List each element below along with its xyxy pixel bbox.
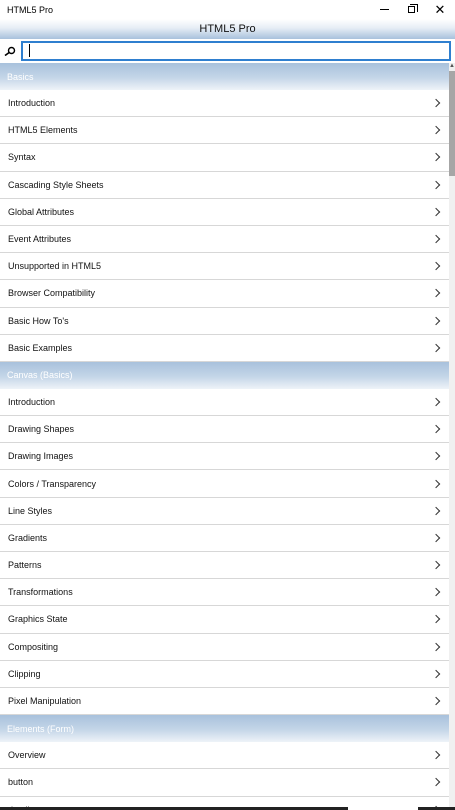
list-item[interactable] (0, 498, 449, 525)
list-item[interactable] (0, 443, 449, 470)
list-item-label: Introduction (8, 98, 56, 109)
chevron-right-icon (432, 425, 440, 433)
scroll-thumb[interactable] (449, 71, 455, 176)
restore-button[interactable] (398, 0, 425, 19)
scrollbar[interactable] (449, 63, 455, 810)
list-item[interactable] (0, 280, 449, 307)
list-item-label: Browser Compatibility (8, 288, 96, 299)
list-item-label: Clipping (8, 668, 41, 679)
chevron-right-icon (432, 506, 440, 514)
chevron-right-icon (432, 126, 440, 134)
list-item[interactable] (0, 117, 449, 144)
restore-icon (408, 6, 415, 13)
list-item-label: HTML5 Elements (8, 125, 78, 136)
chevron-right-icon (432, 751, 440, 759)
list-item-label: Event Attributes (8, 234, 72, 245)
list-item-label: Drawing Images (8, 451, 74, 462)
list-item-label: Syntax (8, 152, 36, 163)
list-item-label: Graphics State (8, 614, 68, 625)
list-item[interactable] (0, 389, 449, 416)
chevron-right-icon (432, 452, 440, 460)
chevron-right-icon (432, 697, 440, 705)
list-item-label: Cascading Style Sheets (8, 179, 104, 190)
list-item[interactable] (0, 144, 449, 171)
chevron-right-icon (432, 180, 440, 188)
minimize-icon (380, 9, 389, 10)
list-item-label: Introduction (8, 396, 56, 407)
list-item[interactable] (0, 470, 449, 497)
list-item-label: Compositing (8, 641, 59, 652)
list-item[interactable] (0, 253, 449, 280)
list-item[interactable] (0, 172, 449, 199)
list-item-label: Patterns (8, 560, 42, 571)
search-icon-glyph (4, 46, 16, 56)
chevron-right-icon (432, 235, 440, 243)
list-item-label: Colors / Transparency (8, 478, 97, 489)
list-item-label: Unsupported in HTML5 (8, 261, 102, 272)
close-icon: ✕ (434, 1, 446, 17)
chevron-right-icon (432, 561, 440, 569)
chevron-right-icon (432, 670, 440, 678)
text-caret (29, 44, 30, 57)
list-item[interactable] (0, 226, 449, 253)
list-item-label: Basic How To's (8, 315, 69, 326)
minimize-button[interactable] (371, 0, 398, 19)
list-item[interactable] (0, 90, 449, 117)
list-item[interactable] (0, 769, 449, 796)
list-item-label: Pixel Manipulation (8, 696, 82, 707)
list-item[interactable] (0, 606, 449, 633)
list-item-label: Transformations (8, 587, 73, 598)
list-item-label: Basic Examples (8, 342, 73, 353)
list-item-label: Drawing Shapes (8, 424, 75, 435)
app-header-title: HTML5 Pro (199, 23, 256, 35)
section-header: Canvas (Basics) (0, 362, 449, 389)
chevron-right-icon (432, 534, 440, 542)
list-item[interactable] (0, 525, 449, 552)
topic-list (0, 63, 449, 810)
list-item[interactable] (0, 308, 449, 335)
chevron-right-icon (432, 316, 440, 324)
list-item[interactable] (0, 199, 449, 226)
chevron-right-icon (432, 262, 440, 270)
list-item[interactable] (0, 634, 449, 661)
list-item[interactable] (0, 335, 449, 362)
list-item[interactable] (0, 688, 449, 715)
chevron-right-icon (432, 289, 440, 297)
list-item-label: Line Styles (8, 505, 53, 516)
scroll-up-icon[interactable]: ▲ (449, 63, 455, 69)
list-item[interactable] (0, 579, 449, 606)
chevron-right-icon (432, 588, 440, 596)
chevron-right-icon (432, 642, 440, 650)
list-item-label: button (8, 777, 34, 788)
chevron-right-icon (432, 615, 440, 623)
section-header: Elements (Form) (0, 715, 449, 742)
list-item[interactable] (0, 416, 449, 443)
chevron-right-icon (432, 208, 440, 216)
chevron-right-icon (432, 99, 440, 107)
chevron-right-icon (432, 344, 440, 352)
list-item[interactable] (0, 742, 449, 769)
list-item-label: Global Attributes (8, 206, 75, 217)
window-titlebar (0, 0, 455, 19)
chevron-right-icon (432, 778, 440, 786)
list-item[interactable] (0, 661, 449, 688)
app-header (0, 19, 455, 39)
window-title: HTML5 Pro (7, 4, 54, 15)
section-header: Basics (0, 63, 449, 90)
search-icon[interactable] (0, 39, 20, 63)
chevron-right-icon (432, 153, 440, 161)
list-item-label: Overview (8, 750, 46, 761)
chevron-right-icon (432, 479, 440, 487)
close-button[interactable] (425, 0, 455, 19)
list-item-label: Gradients (8, 532, 48, 543)
chevron-right-icon (432, 398, 440, 406)
list-item[interactable] (0, 552, 449, 579)
search-input[interactable] (21, 41, 451, 61)
search-bar (0, 39, 455, 63)
